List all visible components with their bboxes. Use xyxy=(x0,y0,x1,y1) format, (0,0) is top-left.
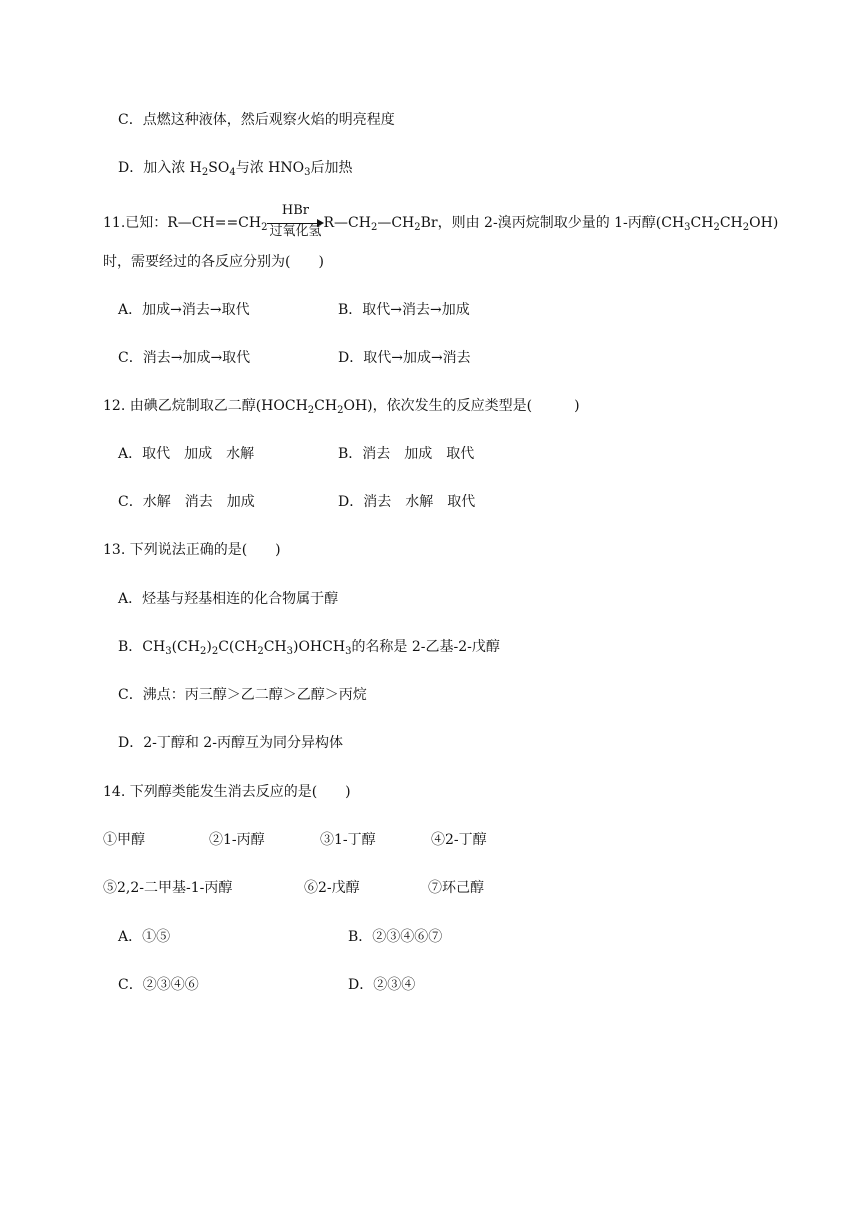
option-a-q14: A．①⑤ xyxy=(118,929,171,945)
option-d-q10 xyxy=(118,158,352,178)
option-d-text: SO xyxy=(208,160,230,176)
option-a-q12: A．取代 加成 水解 xyxy=(118,446,255,462)
option-b-text: B．CH xyxy=(118,639,166,655)
option-b-text: ) xyxy=(206,639,212,655)
subscript: 2 xyxy=(201,167,209,178)
subscript: 2 xyxy=(261,222,268,233)
question-11-stem-line2: 时，需要经过的各反应分别为( ) xyxy=(103,254,324,270)
option-b-text: )OHCH xyxy=(292,639,346,655)
question-14-stem: 14. 下列醇类能发生消去反应的是( ) xyxy=(103,784,351,800)
option-b-q11: B．取代→消去→加成 xyxy=(338,302,470,318)
subscript: 2 xyxy=(257,646,264,657)
subscript: 3 xyxy=(165,646,172,657)
option-d-q11: D．取代→加成→消去 xyxy=(338,350,471,366)
stem-text: CH xyxy=(719,215,743,231)
option-d-q12: D．消去 水解 取代 xyxy=(338,494,476,510)
option-d-text: 后加热 xyxy=(310,160,353,176)
list-item: ③1-丁醇 xyxy=(320,832,376,848)
subscript: 3 xyxy=(684,222,691,233)
subscript: 2 xyxy=(713,222,720,233)
option-d-text: 与浓 HNO xyxy=(235,160,305,176)
option-c-q14: C．②③④⑥ xyxy=(118,977,199,993)
list-item: ①甲醇 xyxy=(103,832,145,848)
option-b-text: (CH xyxy=(171,639,200,655)
arrow-reagent-top: HBr xyxy=(281,203,310,218)
stem-text: OH) xyxy=(749,215,779,231)
option-c-q11: C．消去→加成→取代 xyxy=(118,350,251,366)
stem-text: 12. 由碘乙烷制取乙二醇(HOCH xyxy=(103,398,308,414)
option-b-q13 xyxy=(118,637,500,657)
subscript: 2 xyxy=(742,222,750,233)
subscript: 2 xyxy=(307,405,315,416)
subscript: 4 xyxy=(229,167,236,178)
option-b-q14: B．②③④⑥⑦ xyxy=(348,929,443,945)
reaction-arrow xyxy=(267,203,323,239)
stem-text: R—CH xyxy=(323,215,371,231)
list-item: ⑥2-戊醇 xyxy=(304,880,360,896)
stem-text: —CH xyxy=(377,215,415,231)
subscript: 2 xyxy=(337,405,344,416)
option-b-text: 的名称是 2-乙基-2-戊醇 xyxy=(351,639,500,655)
list-item: ②1-丙醇 xyxy=(209,832,265,848)
subscript: 2 xyxy=(414,222,421,233)
stem-text: Br，则由 2-溴丙烷制取少量的 1-丙醇(CH xyxy=(420,215,685,231)
arrow-reagent-bottom: 过氧化氢 xyxy=(269,224,322,239)
subscript: 3 xyxy=(304,167,311,178)
subscript: 3 xyxy=(286,646,293,657)
stem-text: CH xyxy=(690,215,714,231)
list-item: ⑤2,2-二甲基-1-丙醇 xyxy=(103,880,233,896)
list-item: ④2-丁醇 xyxy=(431,832,487,848)
option-c-q10: C．点燃这种液体，然后观察火焰的明亮程度 xyxy=(118,112,395,128)
subscript: 2 xyxy=(211,646,219,657)
option-a-q13: A．烃基与羟基相连的化合物属于醇 xyxy=(118,591,339,607)
option-d-q14: D．②③④ xyxy=(348,977,416,993)
subscript: 2 xyxy=(199,646,207,657)
question-11-stem xyxy=(103,203,779,239)
option-b-q12: B．消去 加成 取代 xyxy=(338,446,475,462)
stem-text: CH xyxy=(314,398,338,414)
list-item: ⑦环己醇 xyxy=(428,880,484,896)
stem-text: OH)，依次发生的反应类型是( ) xyxy=(343,398,580,414)
question-13-stem: 13. 下列说法正确的是( ) xyxy=(103,542,281,558)
option-c-q13: C．沸点：丙三醇＞乙二醇＞乙醇＞丙烷 xyxy=(118,687,367,703)
option-b-text: C(CH xyxy=(218,639,258,655)
subscript: 2 xyxy=(370,222,378,233)
option-c-q12: C．水解 消去 加成 xyxy=(118,494,255,510)
option-a-q11: A．加成→消去→取代 xyxy=(118,302,250,318)
option-b-text: CH xyxy=(263,639,287,655)
stem-text: 11.已知：R—CH==CH xyxy=(103,215,262,231)
option-d-text: D．加入浓 H xyxy=(118,160,202,176)
question-12-stem xyxy=(103,396,580,416)
subscript: 3 xyxy=(345,646,352,657)
option-d-q13: D．2-丁醇和 2-丙醇互为同分异构体 xyxy=(118,735,343,751)
